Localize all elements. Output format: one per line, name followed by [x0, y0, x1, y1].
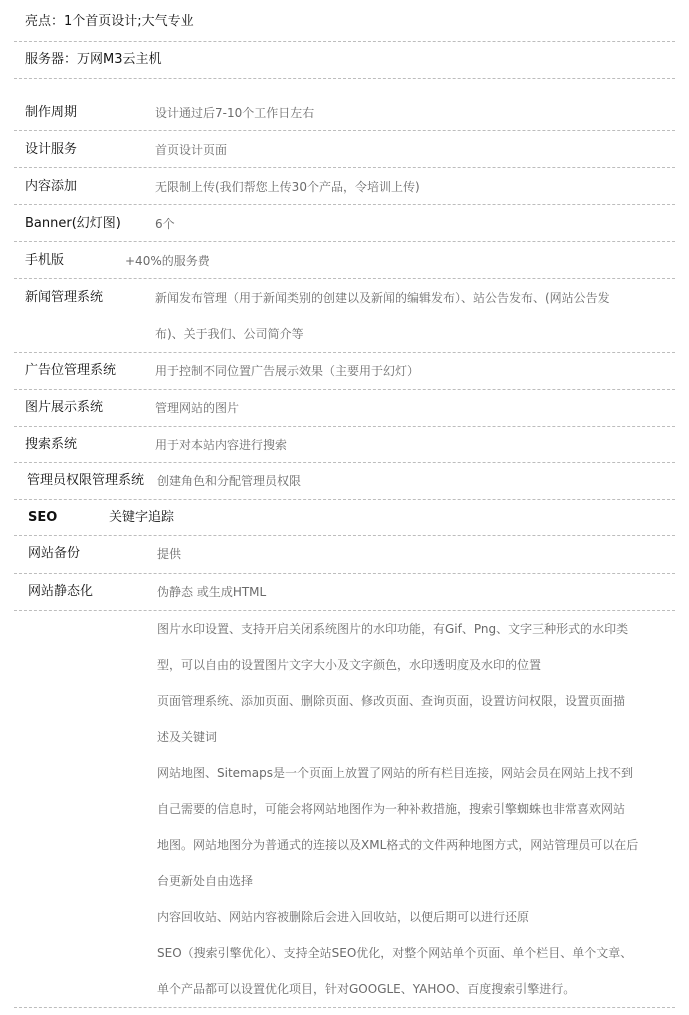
row-label: 网站备份 — [28, 546, 81, 561]
server-row — [14, 42, 675, 79]
table-row — [14, 574, 675, 611]
row-label: Banner(幻灯图) — [25, 216, 121, 231]
extra-line: 自己需要的信息时，可能会将网站地图作为一种补救措施，搜索引擎蜘蛛也非常喜欢网站 — [157, 802, 626, 816]
row-value: 伪静态 或生成HTML — [157, 585, 267, 599]
table-row — [14, 390, 675, 427]
row-value: 管理网站的图片 — [155, 401, 240, 415]
table-row — [14, 463, 675, 500]
row-label: 管理员权限管理系统 — [27, 473, 145, 488]
extra-line: 内容回收站、网站内容被删除后会进入回收站，以便后期可以进行还原 — [157, 910, 530, 924]
extra-line: 图片水印设置、支持开启关闭系统图片的水印功能，有Gif、Png、文字三种形式的水印类 — [157, 622, 629, 636]
row-label: 图片展示系统 — [25, 400, 104, 415]
extra-line: 台更新处自由选择 — [157, 874, 254, 888]
row-label: 设计服务 — [25, 142, 78, 157]
row-value: 提供 — [157, 547, 182, 561]
row-value-line-1: 新闻发布管理（用于新闻类别的创建以及新闻的编辑发布）、站公告发布、(网站公告发 — [155, 291, 610, 305]
extra-line: 述及关键词 — [157, 730, 218, 744]
row-value: +40%的服务费 — [125, 254, 210, 268]
row-value: 设计通过后7-10个工作日左右 — [155, 106, 315, 120]
row-value: 首页设计页面 — [155, 143, 228, 157]
table-row — [14, 427, 675, 463]
row-label: SEO — [28, 510, 58, 525]
server-text: 服务器：万网M3云主机 — [25, 52, 162, 67]
row-value: 用于对本站内容进行搜索 — [155, 438, 288, 452]
row-label: 手机版 — [25, 253, 65, 268]
table-row — [14, 205, 675, 242]
row-label: 制作周期 — [25, 105, 78, 120]
row-label: 内容添加 — [25, 179, 78, 194]
table-row — [14, 500, 675, 536]
table-row — [14, 168, 675, 205]
row-label: 广告位管理系统 — [25, 363, 117, 378]
table-row — [14, 131, 675, 168]
extra-line: 网站地图、Sitemaps是一个页面上放置了网站的所有栏目连接，网站会员在网站上找不到 — [157, 766, 633, 780]
highlight-row — [14, 0, 675, 42]
row-value: 关键字追踪 — [109, 510, 175, 525]
row-label: 新闻管理系统 — [25, 290, 104, 305]
table-row — [14, 79, 675, 131]
highlight-text: 亮点：1个首页设计;大气专业 — [25, 14, 194, 29]
extra-line: 页面管理系统、添加页面、删除页面、修改页面、查询页面，设置访问权限，设置页面描 — [157, 694, 626, 708]
row-value: 无限制上传(我们帮您上传30个产品，令培训上传) — [155, 180, 420, 194]
row-value-line-2: 布)、关于我们、公司简介等 — [155, 327, 304, 341]
extra-line: 型，可以自由的设置图片文字大小及文字颜色，水印透明度及水印的位置 — [157, 658, 542, 672]
row-label: 搜索系统 — [25, 437, 78, 452]
row-value: 创建角色和分配管理员权限 — [157, 474, 302, 488]
table-row — [14, 279, 675, 353]
extra-line: SEO（搜索引擎优化）、支持全站SEO优化，对整个网站单个页面、单个栏目、单个文章、 — [157, 946, 633, 960]
table-row — [14, 536, 675, 574]
table-row — [14, 242, 675, 279]
extra-line: 单个产品都可以设置优化项目，针对GOOGLE、YAHOO、百度搜索引擎进行。 — [157, 982, 576, 996]
table-row — [14, 353, 675, 390]
row-label: 网站静态化 — [28, 584, 94, 599]
row-value: 6个 — [155, 217, 175, 231]
extra-line: 地图。网站地图分为普通式的连接以及XML格式的文件两种地图方式，网站管理员可以在后 — [157, 838, 639, 852]
row-value: 用于控制不同位置广告展示效果（主要用于幻灯） — [155, 364, 420, 378]
extra-features-block — [14, 611, 675, 1008]
